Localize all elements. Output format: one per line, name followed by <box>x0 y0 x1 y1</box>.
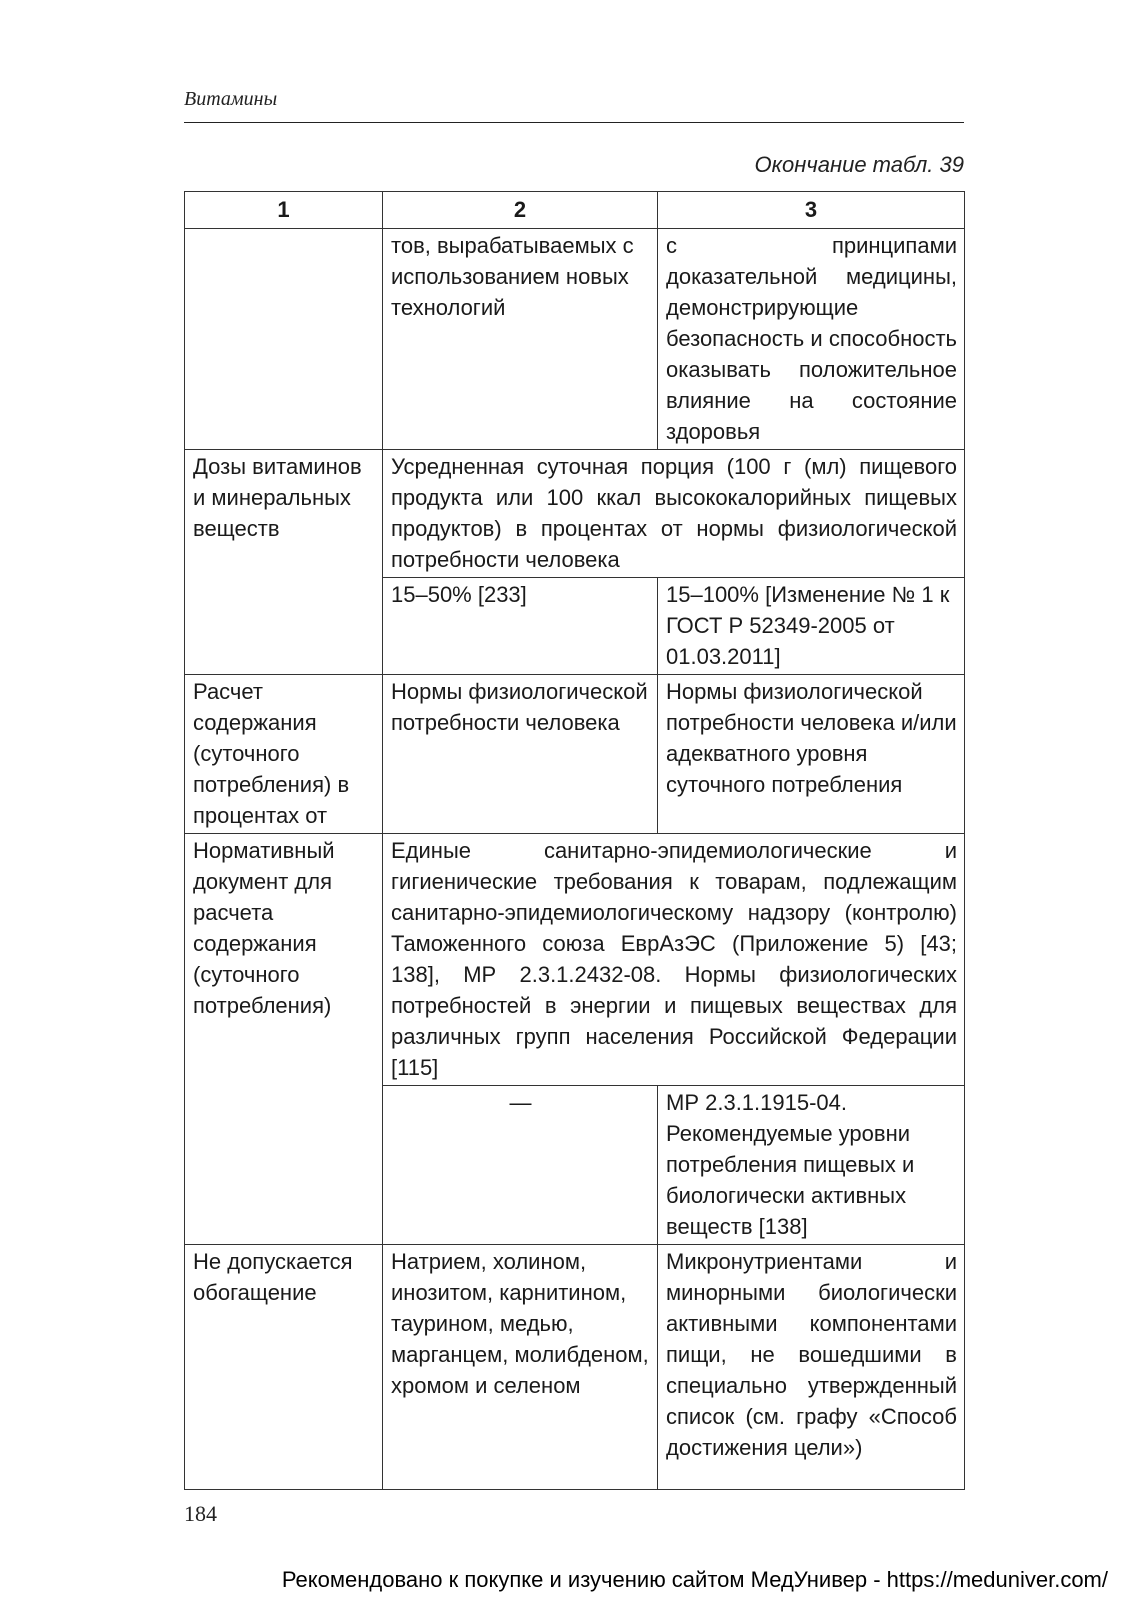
running-head: Витамины <box>184 88 278 110</box>
page-number: 184 <box>184 1501 217 1526</box>
table-cell: Нормы физиологической потребности человека <box>383 675 658 834</box>
table-row <box>185 1245 965 1490</box>
table-cell: Нормы физиологической потребности человека и/или адекватного уровня суточного потребления <box>658 675 965 834</box>
table-cell: 15–100% [Изменение № 1 к ГОСТ Р 52349-2005 от 01.03.2011] <box>658 578 965 675</box>
table-cell: Микронутриентами и минорными биологически активными компонентами пищи, не вошедшими в специально утвержденный список (см. графу «Способ достижения цели») <box>658 1245 965 1490</box>
content-table <box>184 191 965 1490</box>
table-cell: Не допускается обогащение <box>185 1245 383 1490</box>
table-cell: Нормативный документ для расчета содержания (суточного потребления) <box>185 834 383 1245</box>
table-cell <box>185 229 383 450</box>
table-cell: Натрием, холином, инозитом, карнитином, таурином, медью, марганцем, молибденом, хромом и селеном <box>383 1245 658 1490</box>
table-row <box>185 229 965 450</box>
footer-link[interactable]: Рекомендовано к покупке и изучению сайтом МедУнивер - https://meduniver.com/ <box>281 1567 1108 1592</box>
table-cell: Единые санитарно-эпидемиологические и гигиенические требования к товарам, подлежащим санитарно-эпидемиологическому надзору (контролю) Таможенного союза ЕврАзЭС (Приложение 5) [43; 138], МР 2.3.1.2432-08. Нормы физиологических потребностей в энергии и пищевых веществах для различных групп населения Российской Федерации [115] <box>383 834 965 1086</box>
table-cell: тов, вырабатываемых с использованием новых технологий <box>383 229 658 450</box>
table-caption: Окончание табл. 39 <box>754 152 964 177</box>
table-cell: Дозы витаминов и минеральных веществ <box>185 450 383 675</box>
column-header-1: 1 <box>185 192 383 229</box>
table-header-row <box>185 192 965 229</box>
table-cell: с принципами доказательной медицины, демонстрирующие безопасность и способность оказывать положительное влияние на состояние здоровья <box>658 229 965 450</box>
column-header-3: 3 <box>658 192 965 229</box>
table-cell: Расчет содержания (суточного потребления) в процентах от <box>185 675 383 834</box>
table-row <box>185 834 965 1086</box>
table-cell: 15–50% [233] <box>383 578 658 675</box>
table-cell: — <box>383 1086 658 1245</box>
header-rule <box>184 122 964 123</box>
table-row <box>185 450 965 578</box>
column-header-2: 2 <box>383 192 658 229</box>
table-cell: МР 2.3.1.1915-04. Рекомендуемые уровни потребления пищевых и биологически активных веществ [138] <box>658 1086 965 1245</box>
table-row <box>185 675 965 834</box>
table-cell: Усредненная суточная порция (100 г (мл) пищевого продукта или 100 ккал высококалорийных пищевых продуктов) в процентах от нормы физиологической потребности человека <box>383 450 965 578</box>
